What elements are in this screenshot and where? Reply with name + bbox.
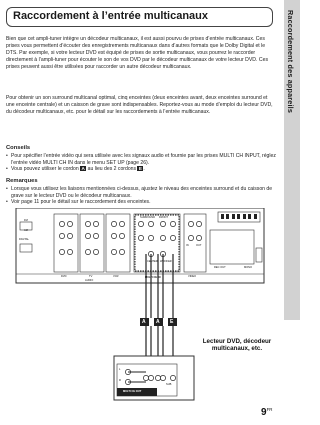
- panel-label-right: R: [119, 379, 121, 382]
- panel-label-woofer: WOOFER: [160, 260, 172, 263]
- intro-paragraph: Bien que cet ampli-tuner intègre un décodeur multicanaux, il est aussi pourvu de prises d’entrée multicanaux. Ces prises vous permettent d’écouter des enregistrements multicanaux dans d’autres formats que le Dolby Digital et le DTS. Par exemple, si votre lecteur DVD est équipé de prises de sortie multicanaux, vous pourrez le raccorder directement à l’ampli-tuner pour écouter le son de vos DVD par le décodeur multicanaux de votre lecteur DVD. Ces prises peuvent aussi être utilisées pour raccorder un autre décodeur multicanaux.: [6, 36, 269, 71]
- ac-outlet: [256, 248, 262, 262]
- panel-label-in: IN: [186, 244, 189, 247]
- panel-label-center: CENTER: [147, 260, 158, 263]
- page-number-suffix: FR: [266, 407, 273, 412]
- panel-label-multi-ch-out: MULTI CH OUT: [123, 390, 142, 393]
- cable-letter: E: [170, 319, 174, 325]
- cable-chip: E: [138, 166, 142, 172]
- conseils-list: [6, 153, 276, 173]
- surround-paragraph: Pour obtenir un son surround multicanal optimal, cinq enceintes (deux enceintes avant, deux enceintes surround et une enceinte centrale) et un caisson de grave sont indispensables. Reportez-vous au mode d’emploi du lecteur DVD, du décodeur multicanaux, etc. pour le détail sur les raccordements à l’entrée multicanaux.: [6, 95, 273, 116]
- panel-label-dvd: DVD: [61, 275, 67, 278]
- conseils-item-text: au lieu des 2 cordons: [86, 166, 138, 173]
- panel-label-multi-ch-in: MULTI CH IN: [145, 276, 161, 279]
- conseils-heading: Conseils: [6, 145, 31, 151]
- panel-label-am: AM: [24, 229, 28, 232]
- page-number-value: 9: [261, 407, 267, 418]
- diagram-drawing: [6, 208, 278, 408]
- cable-letter: A: [156, 319, 160, 325]
- conseils-item: [6, 166, 276, 173]
- connection-diagram: [6, 208, 278, 408]
- page-number: [261, 407, 272, 418]
- remarques-list: [6, 186, 276, 206]
- panel-label-out: OUT: [196, 244, 202, 247]
- panel-label-video: VIDEO: [188, 275, 197, 278]
- device-label: Lecteur DVD, décodeur multicanaux, etc.: [202, 338, 272, 353]
- remarques-item: • Lorsque vous utilisez les liaisons mentionnées ci-dessus, ajustez le niveau des enceintes surround et du caisson de grave sur le lecteur DVD ou le décodeur multicanaux.: [6, 186, 276, 199]
- panel-label-mono: MONO: [244, 266, 253, 269]
- panel-label-vcr: VCR: [113, 275, 119, 278]
- panel-label-audio: AUDIO: [85, 279, 94, 282]
- cable-letter: A: [142, 319, 146, 325]
- side-tab: [284, 0, 300, 320]
- panel-label-sub: SUB: [166, 383, 172, 386]
- conseils-item-text: .: [143, 166, 145, 173]
- panel-label-front: FRONT: [159, 216, 168, 219]
- panel-label-tv: TV: [89, 275, 93, 278]
- conseils-item: • Pour spécifier l’entrée vidéo qui sera utilisée avec les signaux audio et fournie par les prises MULTI CH INPUT, réglez l’entrée vidéo MULTI CH IN dans le menu SET UP (page 26).: [6, 153, 276, 166]
- panel-label-left: L: [119, 368, 121, 371]
- panel-label-rec-out: REC OUT: [214, 266, 226, 269]
- digital-terminal: [20, 244, 32, 252]
- section-title: Raccordement à l’entrée multicanaux: [6, 7, 273, 27]
- cable-chip: A: [81, 166, 85, 172]
- conseils-item-text: Vous pouvez utiliser le cordon: [11, 166, 81, 173]
- remarques-item: • Voir page 11 pour le détail sur le raccordement des enceintes.: [6, 199, 276, 206]
- panel-label-fm: FM: [24, 219, 28, 222]
- side-tab-label: Raccordement des appareils: [286, 10, 295, 114]
- remarques-heading: Remarques: [6, 178, 38, 184]
- panel-label-digital: DIGITAL: [19, 238, 29, 241]
- panel-label-surround: SURROUND: [140, 216, 155, 219]
